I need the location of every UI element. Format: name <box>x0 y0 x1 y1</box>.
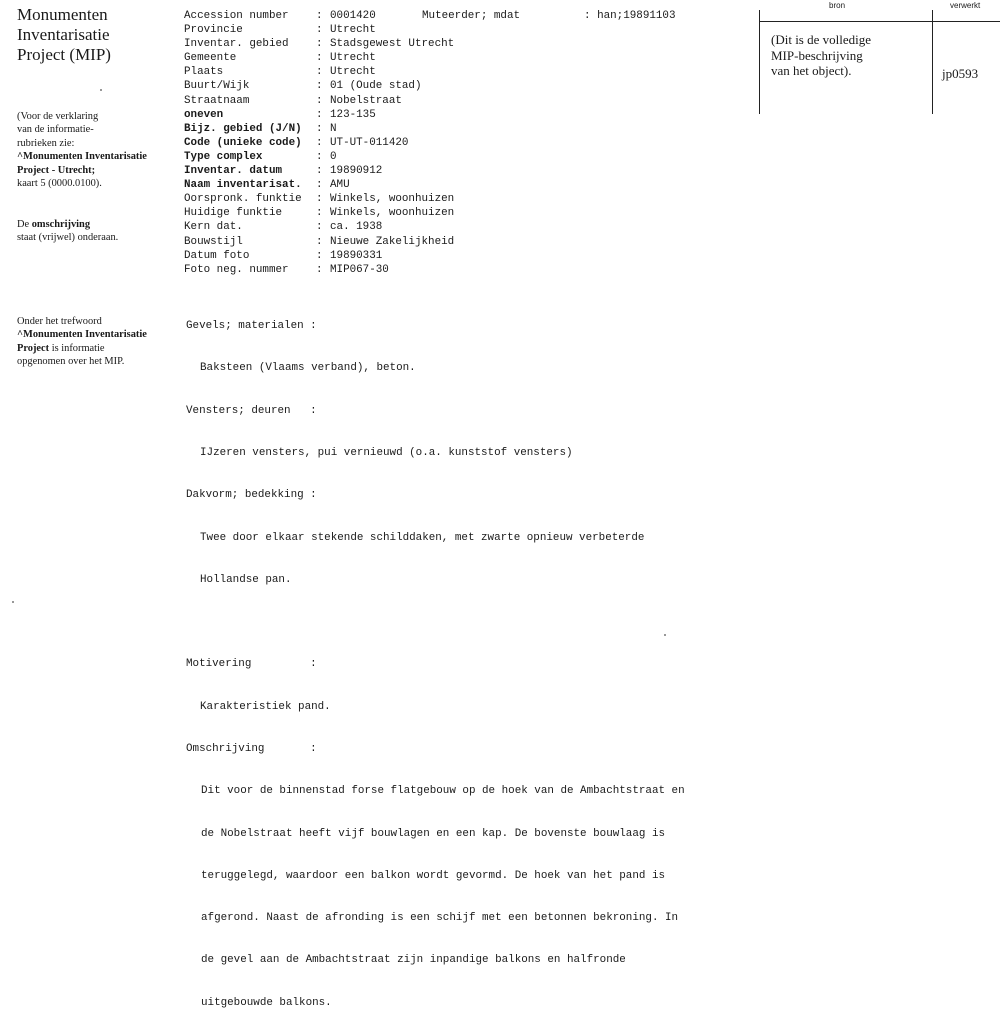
field-separator: : <box>316 10 323 22</box>
side-note-trefwoord <box>17 315 177 369</box>
note-line: ^Monumenten Inventarisatie <box>17 151 147 163</box>
field-value: Nieuwe Zakelijkheid <box>330 235 455 248</box>
field-row <box>184 150 454 164</box>
field-label: Plaats <box>184 66 224 79</box>
note-line: Onder het trefwoord <box>17 316 102 327</box>
dakvorm-label: Dakvorm; bedekking : <box>186 489 317 502</box>
omschrijving-line: Dit voor de binnenstad forse flatgebouw op de hoek van de Ambachtstraat en <box>201 785 685 798</box>
scan-speck <box>664 634 666 636</box>
field-separator: : <box>316 179 323 192</box>
note-line: staat (vrijwel) onderaan. <box>17 232 119 244</box>
field-separator: : <box>316 165 323 178</box>
field-separator: : <box>316 249 323 262</box>
source-box-divider <box>760 21 1000 22</box>
field-row <box>184 206 454 220</box>
field-separator: : <box>316 221 323 234</box>
field-value: Winkels, woonhuizen <box>330 193 455 206</box>
field-row <box>184 249 454 263</box>
field-row <box>184 94 454 108</box>
field-label: Bouwstijl <box>184 235 243 248</box>
note-text: De <box>17 219 32 230</box>
field-separator: : <box>316 38 323 51</box>
note-line: van de informatie- <box>17 124 94 136</box>
field-label: Provincie <box>184 24 243 37</box>
field-separator: : <box>316 66 323 79</box>
muteerder-value: : han;19891103 <box>584 10 676 22</box>
note-line: kaart 5 (0000.0100). <box>17 178 102 190</box>
note-bold: omschrijving <box>31 219 91 230</box>
field-value: UT-UT-011420 <box>330 136 409 149</box>
field-label: Code (unieke code) <box>184 136 302 149</box>
field-value: Utrecht <box>330 52 376 65</box>
field-label: Type complex <box>184 150 263 163</box>
description-block <box>186 291 685 1024</box>
field-value: 123-135 <box>330 108 376 121</box>
omschrijving-line: uitgebouwde balkons. <box>201 996 332 1009</box>
field-row <box>184 192 454 206</box>
field-separator: : <box>316 207 323 220</box>
field-separator: : <box>316 94 323 107</box>
motivering-label: Motivering : <box>186 658 317 671</box>
field-row <box>184 108 454 122</box>
scan-speck <box>100 89 102 91</box>
field-label: oneven <box>184 108 224 121</box>
field-row <box>184 263 454 277</box>
field-row <box>184 220 454 234</box>
field-value: 01 (Oude stad) <box>330 80 422 93</box>
note-line: rubrieken zie: <box>17 137 75 149</box>
field-value: 19890912 <box>330 165 383 178</box>
field-value: AMU <box>330 179 350 192</box>
note-line: Project - Utrecht; <box>17 164 96 176</box>
field-row <box>184 164 454 178</box>
record-fields <box>184 9 454 277</box>
source-box-column-divider <box>932 10 933 114</box>
bron-line: (Dit is de volledige <box>771 32 872 47</box>
note-text: is informatie <box>49 342 105 354</box>
field-label: Gemeente <box>184 52 237 65</box>
motivering-text: Karakteristiek pand. <box>200 700 331 713</box>
field-value: 0001420 <box>330 10 376 22</box>
field-row <box>184 9 454 23</box>
field-label: Huidige funktie <box>184 207 283 220</box>
field-value: Utrecht <box>330 66 376 79</box>
field-row <box>184 136 454 150</box>
field-label: Datum foto <box>184 249 250 262</box>
field-row <box>184 235 454 249</box>
field-label: Kern dat. <box>184 221 243 234</box>
field-separator: : <box>316 263 323 276</box>
field-value: N <box>330 122 337 135</box>
gevels-text: Baksteen (Vlaams verband), beton. <box>200 362 416 375</box>
field-row <box>184 23 454 37</box>
field-value: Nobelstraat <box>330 94 402 107</box>
vensters-label: Vensters; deuren : <box>186 404 317 417</box>
bron-text <box>771 32 921 79</box>
field-row <box>184 51 454 65</box>
bron-header: bron <box>829 1 846 10</box>
scan-speck <box>12 601 14 603</box>
omschrijving-line: afgerond. Naast de afronding is een schijf met een betonnen bekroning. In <box>201 912 679 925</box>
muteerder-label: Muteerder; mdat <box>422 10 521 22</box>
vensters-text: IJzeren vensters, pui vernieuwd (o.a. kunststof vensters) <box>200 447 573 460</box>
field-label: Buurt/Wijk <box>184 80 250 93</box>
note-line: (Voor de verklaring <box>17 111 99 122</box>
field-label: Inventar. gebied <box>184 38 289 51</box>
note-line: ^Monumenten Inventarisatie <box>17 329 147 341</box>
field-row <box>184 79 454 93</box>
field-label: Accession number <box>184 10 289 22</box>
left-title <box>17 5 111 65</box>
field-separator: : <box>316 24 323 37</box>
field-value: ca. 1938 <box>330 221 383 234</box>
title-line: Inventarisatie <box>17 25 110 44</box>
field-separator: : <box>316 150 323 163</box>
bron-line: MIP-beschrijving <box>771 47 863 63</box>
note-bold: Project <box>17 342 50 354</box>
field-separator: : <box>316 193 323 206</box>
omschrijving-line: teruggelegd, waardoor een balkon wordt gevormd. De hoek van het pand is <box>201 869 666 882</box>
field-label: Straatnaam <box>184 94 250 107</box>
field-value: 0 <box>330 150 337 163</box>
field-separator: : <box>316 108 323 121</box>
field-row <box>184 65 454 79</box>
field-label: Foto neg. nummer <box>184 263 289 276</box>
field-separator: : <box>316 235 323 248</box>
field-row <box>184 178 454 192</box>
field-value: Utrecht <box>330 24 376 37</box>
omschrijving-line: de Nobelstraat heeft vijf bouwlagen en een kap. De bovenste bouwlaag is <box>201 827 666 840</box>
side-note-verklaring <box>17 110 177 190</box>
field-value: Stadsgewest Utrecht <box>330 38 455 51</box>
gevels-label: Gevels; materialen : <box>186 320 317 333</box>
field-value: 19890331 <box>330 249 383 262</box>
field-separator: : <box>316 52 323 65</box>
field-separator: : <box>316 122 323 135</box>
field-separator: : <box>316 136 323 149</box>
omschrijving-label: Omschrijving : <box>186 743 317 755</box>
dakvorm-line: Twee door elkaar stekende schilddaken, met zwarte opnieuw verbeterde <box>200 531 645 544</box>
field-label: Oorspronk. funktie <box>184 193 302 206</box>
omschrijving-line: de gevel aan de Ambachtstraat zijn inpandige balkons en halfronde <box>201 954 626 967</box>
field-label: Inventar. datum <box>184 165 283 178</box>
field-label: Naam inventarisat. <box>184 179 302 192</box>
bron-line: van het object). <box>771 63 852 78</box>
field-label: Bijz. gebied (J/N) <box>184 122 302 135</box>
field-value: MIP067-30 <box>330 263 389 276</box>
note-line: opgenomen over het MIP. <box>17 356 125 368</box>
muteerder-field <box>422 9 676 23</box>
field-separator: : <box>316 80 323 93</box>
title-line: Project (MIP) <box>17 45 111 64</box>
field-value: Winkels, woonhuizen <box>330 207 455 220</box>
title-line: Monumenten <box>17 5 108 24</box>
dakvorm-line: Hollandse pan. <box>200 573 292 586</box>
field-row <box>184 37 454 51</box>
verwerkt-value: jp0593 <box>942 66 979 81</box>
side-note-omschrijving <box>17 218 177 245</box>
field-row <box>184 122 454 136</box>
verwerkt-header: verwerkt <box>950 1 981 10</box>
